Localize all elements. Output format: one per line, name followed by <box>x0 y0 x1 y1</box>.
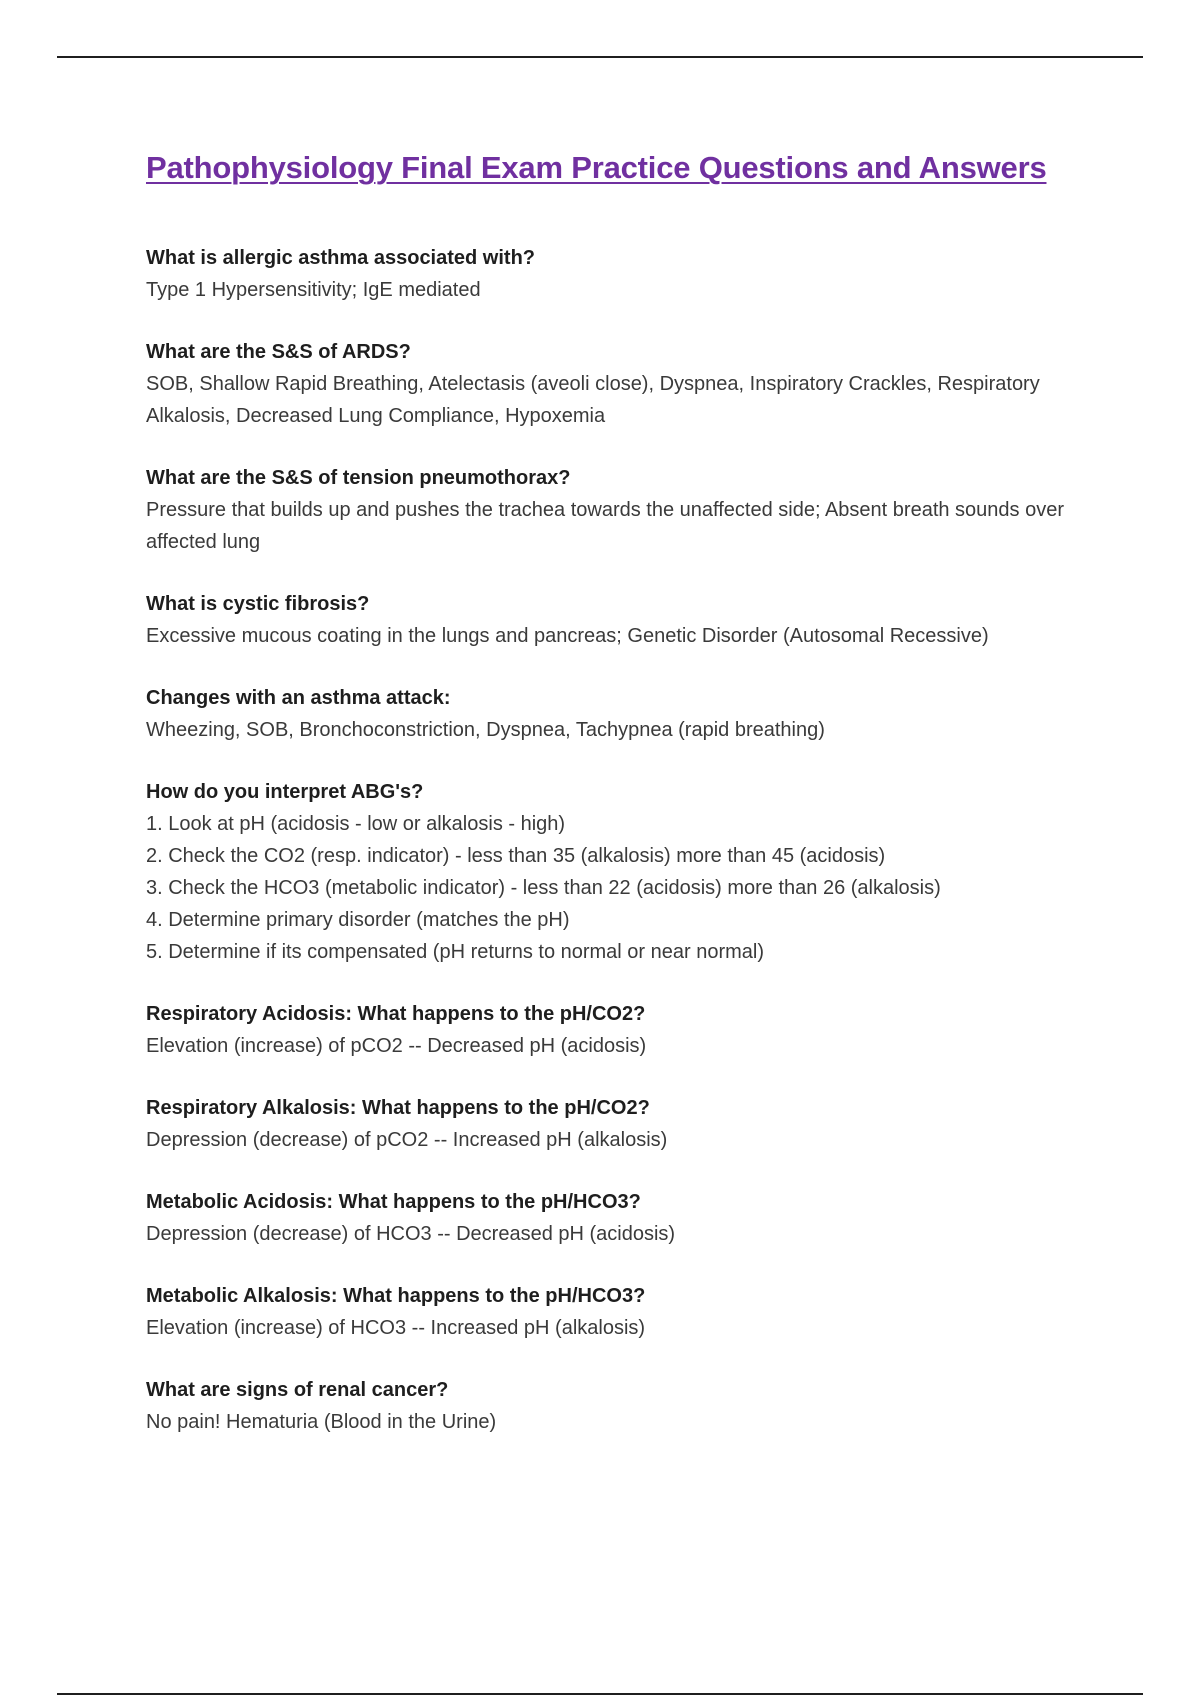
document-title: Pathophysiology Final Exam Practice Questions and Answers <box>146 150 1047 185</box>
question-text: What is cystic fibrosis? <box>146 593 370 615</box>
answer-text: Pressure that builds up and pushes the trachea towards the unaffected side; Absent breath sounds over affected lung <box>146 499 1065 553</box>
question-text: Metabolic Alkalosis: What happens to the pH/HCO3? <box>146 1285 646 1307</box>
answer-text: Elevation (increase) of HCO3 -- Increased pH (alkalosis) <box>146 1317 646 1339</box>
answer-steps <box>146 808 1076 968</box>
answer-step: 4. Determine primary disorder (matches the pH) <box>146 909 570 931</box>
answer-text: Wheezing, SOB, Bronchoconstriction, Dyspnea, Tachypnea (rapid breathing) <box>146 719 825 741</box>
qa-item <box>146 589 1076 652</box>
question-text: Respiratory Alkalosis: What happens to the pH/CO2? <box>146 1097 650 1119</box>
answer-text: Depression (decrease) of HCO3 -- Decreased pH (acidosis) <box>146 1223 676 1245</box>
qa-item <box>146 777 1076 968</box>
qa-list <box>146 243 1076 1469</box>
question-text: Respiratory Acidosis: What happens to the pH/CO2? <box>146 1003 646 1025</box>
answer-step: 1. Look at pH (acidosis - low or alkalosis - high) <box>146 813 566 835</box>
question-text: What are the S&S of ARDS? <box>146 341 411 363</box>
question-text: How do you interpret ABG's? <box>146 781 424 803</box>
footer-rule <box>57 1693 1143 1695</box>
question-text: What is allergic asthma associated with? <box>146 247 536 269</box>
question-text: What are signs of renal cancer? <box>146 1379 449 1401</box>
qa-item <box>146 243 1076 306</box>
qa-item <box>146 1187 1076 1250</box>
question-text: Metabolic Acidosis: What happens to the pH/HCO3? <box>146 1191 641 1213</box>
answer-step: 2. Check the CO2 (resp. indicator) - less than 35 (alkalosis) more than 45 (acidosis) <box>146 845 886 867</box>
answer-text: Depression (decrease) of pCO2 -- Increased pH (alkalosis) <box>146 1129 668 1151</box>
qa-item <box>146 1375 1076 1438</box>
qa-item <box>146 683 1076 746</box>
answer-text: SOB, Shallow Rapid Breathing, Atelectasis (aveoli close), Dyspnea, Inspiratory Crackles, Respiratory Alkalosis, Decreased Lung Compliance, Hypoxemia <box>146 373 1040 427</box>
answer-text: Type 1 Hypersensitivity; IgE mediated <box>146 279 481 301</box>
qa-item <box>146 337 1076 432</box>
question-text: What are the S&S of tension pneumothorax? <box>146 467 571 489</box>
question-text: Changes with an asthma attack: <box>146 687 451 709</box>
qa-item <box>146 463 1076 558</box>
qa-item <box>146 1281 1076 1344</box>
qa-item <box>146 1093 1076 1156</box>
answer-text: Elevation (increase) of pCO2 -- Decreased pH (acidosis) <box>146 1035 647 1057</box>
answer-step: 5. Determine if its compensated (pH returns to normal or near normal) <box>146 941 765 963</box>
qa-item <box>146 999 1076 1062</box>
answer-text: Excessive mucous coating in the lungs and pancreas; Genetic Disorder (Autosomal Recessive) <box>146 625 989 647</box>
answer-step: 3. Check the HCO3 (metabolic indicator) - less than 22 (acidosis) more than 26 (alkalosis) <box>146 877 941 899</box>
answer-text: No pain! Hematuria (Blood in the Urine) <box>146 1411 497 1433</box>
header-rule <box>57 56 1143 58</box>
